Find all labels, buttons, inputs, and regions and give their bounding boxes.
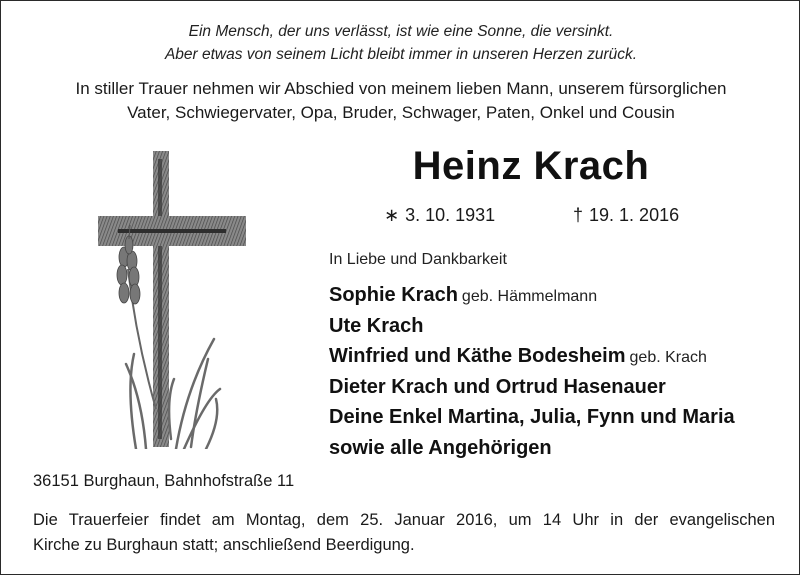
mourner-name: Ute Krach [329,314,424,337]
mourner-name: Deine Enkel Martina, Julia, Fynn und Maria [329,406,735,428]
mourner-item [329,342,789,373]
intro-line-1: In stiller Trauer nehmen wir Abschied von meinem lieben Mann, unserem fürsorglichen [75,79,727,98]
mourner-name: Winfried und Käthe Bodesheim [329,345,626,367]
birth-date-value: 3. 10. 1931 [405,205,496,225]
mourner-item [329,312,789,343]
intro-line-2: Vater, Schwiegervater, Opa, Bruder, Schwager, Paten, Onkel und Cousin [127,103,675,122]
family-address: 36151 Burghaun, Bahnhofstraße 11 [33,472,295,490]
birth-date [384,205,495,226]
funeral-info [33,508,775,558]
mourner-suffix: geb. Krach [629,349,707,366]
death-date [573,205,679,226]
birth-star-icon: ∗ [384,205,400,225]
death-date-value: 19. 1. 2016 [589,205,680,225]
deceased-name: Heinz Krach [412,144,650,188]
quote-line-2: Aber etwas von seinem Licht bleibt immer in unseren Herzen zurück. [164,46,638,63]
mourners-list [329,281,789,464]
mourner-item [329,403,789,434]
mourner-suffix: geb. Hämmelmann [461,288,598,305]
mourner-item [329,434,789,465]
dedication-text: In Liebe und Dankbarkeit [329,251,507,268]
mourner-name: Dieter Krach und Ortrud Hasenauer [329,375,666,398]
mourner-name: Sophie Krach [329,284,458,306]
mourner-name: sowie alle Angehörigen [329,436,552,459]
mourner-item [329,373,789,404]
funeral-line-1: Die Trauerfeier findet am Montag, dem 25. Januar 2016, um 14 Uhr in der evangelischen [33,511,775,529]
death-cross-icon: † [573,205,584,225]
funeral-line-2: Kirche zu Burghaun statt; anschließend Beerdigung. [33,536,415,554]
mourner-item [329,281,789,312]
cross-with-wheat-icon [96,149,246,449]
quote-line-1: Ein Mensch, der uns verlässt, ist wie eine Sonne, die versinkt. [188,23,614,40]
